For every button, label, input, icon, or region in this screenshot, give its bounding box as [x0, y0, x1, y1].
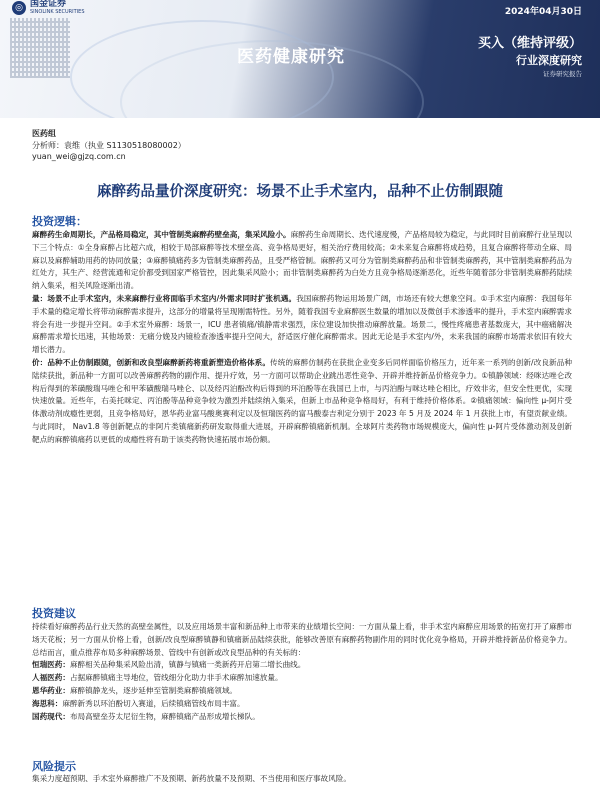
paragraph — [32, 229, 572, 293]
company-note: 麻醉相关品种集采风险出清，镇静与镇痛一类新药开启第二增长曲线。 — [69, 660, 306, 670]
company-name: 恩华药业： — [32, 685, 70, 695]
paragraph-lead: 麻醉药生命周期长，产品格局稳定，其中管制类麻醉药壁垒高，集采风险小。 — [32, 230, 291, 239]
section-body-logic — [32, 229, 572, 447]
paragraph-text: 麻醉药生命周期长、迭代速度慢，产品格局较为稳定，与此同时目前麻醉行业呈现以下三个特点：①全身麻醉占比超六成，相较于局部麻醉等技术壁垒高、竞争格局更好，相关治疗费用较高；②未来复合麻醉将成趋势，且复合麻醉将带动全麻、局麻以及麻醉辅助用药的协同放量；③麻醉镇痛药多为管制类麻醉药品，且受严格管制。麻醉药又可分为管制类麻醉药品和非管制类麻醉药，其中管制类麻醉药品为红处方，其生产、经营流通和定价都受到国家严格管控，因此集采风险小；而非管制类麻醉药为白处方且竞争格局逐渐恶化，近些年随着部分非管制类麻醉药陆续纳入集采，相关风险逐渐出清。 — [32, 230, 572, 291]
section-heading-logic: 投资逻辑： — [32, 215, 87, 228]
company-note: 占据麻醉镇痛主导地位，管线细分化助力非手术麻醉加速放量。 — [69, 673, 283, 683]
company-note: 布局高壁垒芬太尼衍生物，麻醉镇痛产品形成增长梯队。 — [69, 711, 260, 721]
logo-mark-icon: ◎ — [12, 1, 26, 15]
company-name: 海思科： — [32, 698, 63, 708]
list-item — [32, 659, 572, 672]
list-item — [32, 672, 572, 685]
paragraph-lead: 价：品种不止仿制跟随，创新和改良型麻醉新药将重新塑造价格体系。 — [32, 357, 271, 367]
company-name: 国药现代： — [32, 711, 70, 721]
section-heading-risk: 风险提示 — [32, 760, 76, 773]
analyst-email[interactable]: yuan_wei@gjzq.com.cn — [32, 152, 126, 161]
paragraph-text: 我国麻醉药物运用场景广阔，市场还有较大想象空间。①手术室内麻醉：我国每年手术量的稳定增长将带动麻醉需求提升，这部分的增量将呈现刚需特性。另外，随着我国专业麻醉医生数量的增加以及微创手术渗透率的提升，手术室内麻醉需求将会有进一步提升空间。②手术室外麻醉：场景一，ICU 患者镇痛/镇静需求强烈，床位建设加快推动麻醉放量。场景二，慢性疼痛患者基数庞大，其中癌痛解决麻醉需求增长迅速，其他场景：无痛分娩及内镜检查渗透率提升空间大，舒适医疗催化麻醉需求。因此无论是手术室内/外，未来我国的麻醉市场需求依旧有较大增长潜力。 — [32, 293, 572, 355]
paragraph — [32, 357, 572, 447]
header-banner — [0, 0, 600, 118]
analyst-name: 分析师：袁维（执业 S1130518080002） — [32, 140, 186, 150]
company-name: 恒瑞医药： — [32, 660, 70, 670]
report-subtype: 证券研究报告 — [543, 70, 582, 78]
report-type: 行业深度研究 — [516, 54, 582, 67]
section-body-risk — [32, 773, 572, 786]
logo-subtext: SINOLINK SECURITIES — [30, 9, 85, 15]
rating-label: 买入（维持评级） — [477, 36, 582, 51]
paragraph-lead: 量：场景不止手术室内，未来麻醉行业将面临手术室内/外需求同时扩张机遇。 — [32, 293, 297, 303]
report-category-title: 医药健康研究 — [237, 47, 345, 67]
company-logo — [12, 0, 85, 15]
section-heading-advice: 投资建议 — [32, 607, 76, 620]
analyst-info — [32, 128, 186, 163]
company-note: 麻醉镇静龙头，逐步延伸至管制类麻醉镇痛领域。 — [69, 685, 238, 695]
paragraph — [32, 293, 572, 357]
page-title: 麻醉药品量价深度研究：场景不止手术室内，品种不止仿制跟随 — [97, 184, 503, 200]
team-name: 医药组 — [32, 129, 56, 138]
report-date: 2024年04月30日 — [504, 7, 582, 17]
list-item — [32, 711, 572, 724]
list-item — [32, 698, 572, 711]
list-item — [32, 685, 572, 698]
logo-text: 国金证券 — [30, 0, 67, 9]
paragraph-text: 持续看好麻醉药品行业天然的高壁垒属性，以及应用场景丰富和新品种上市带来的业绩增长空间：一方面从量上看，非手术室内麻醉应用场景的拓宽打开了麻醉市场天花板；另一方面从价格上看，创新/改良型麻醉镇静和镇痛新品陆续获批，能够改善原有麻醉药物副作用的同时优化竞争格局，开辟并维持新品价格竞争力。总结而言，重点推荐布局多种麻醉场景、管线中有创新或改良型品种的有关标的： — [32, 622, 572, 657]
paragraph-text: 集采力度超预期、手术室外麻醉推广不及预期、新药放量不及预期、不当使用和医疗事故风险。 — [32, 774, 351, 783]
paragraph-text: 传统的麻醉仿制药在获批企业变多后同样面临价格压力，近年来一系列的创新/改良新品种陆续获批，新品种一方面可以改善麻醉药物的副作用、提升疗效，另一方面可以帮助企业跳出恶性竞争、开辟并维持新品价格竞争力。①镇静领域：经咪达唑仑改构后得到的苯磺酸瑞马唑仑和甲苯磺酸瑞马唑仑、以及经丙泊酚改构后得到的环泊酚等在我国已上市，与丙泊酚与咪达唑仑相比，疗效非劣，但安全性更优，实现快速放量。近些年，右美托咪定、丙泊酚等品种竞争较为激烈并陆续纳入集采，但新上市品种竞争格局好，有利于维持价格体系。②镇痛领域：偏向性 μ-阿片受体激动剂成瘾性更弱，且竞争格局好，恩华药业富马酸奥赛利定以及恒瑞医药的富马酸泰吉利定分别于 2023 年 5 月及 2024 年 1 月获批上市，有望贡献业绩。与此同时， Nav1.8 等创新靶点的非阿片类镇痛新药研发取得重大进展，开辟麻醉镇痛新机制。全球阿片类药物市场规模庞大，偏向性 μ-阿片受体激动剂及创新靶点的麻醉镇痛药以更低的成瘾性将有助于该类药物快速拓展市场份额。 — [32, 357, 572, 444]
qr-code-icon — [10, 18, 70, 78]
section-body-advice — [32, 621, 572, 723]
company-name: 人福医药： — [32, 673, 70, 683]
company-note: 麻醉新秀以环泊酚切入赛道，后续镇痛管线布局丰富。 — [62, 698, 245, 708]
